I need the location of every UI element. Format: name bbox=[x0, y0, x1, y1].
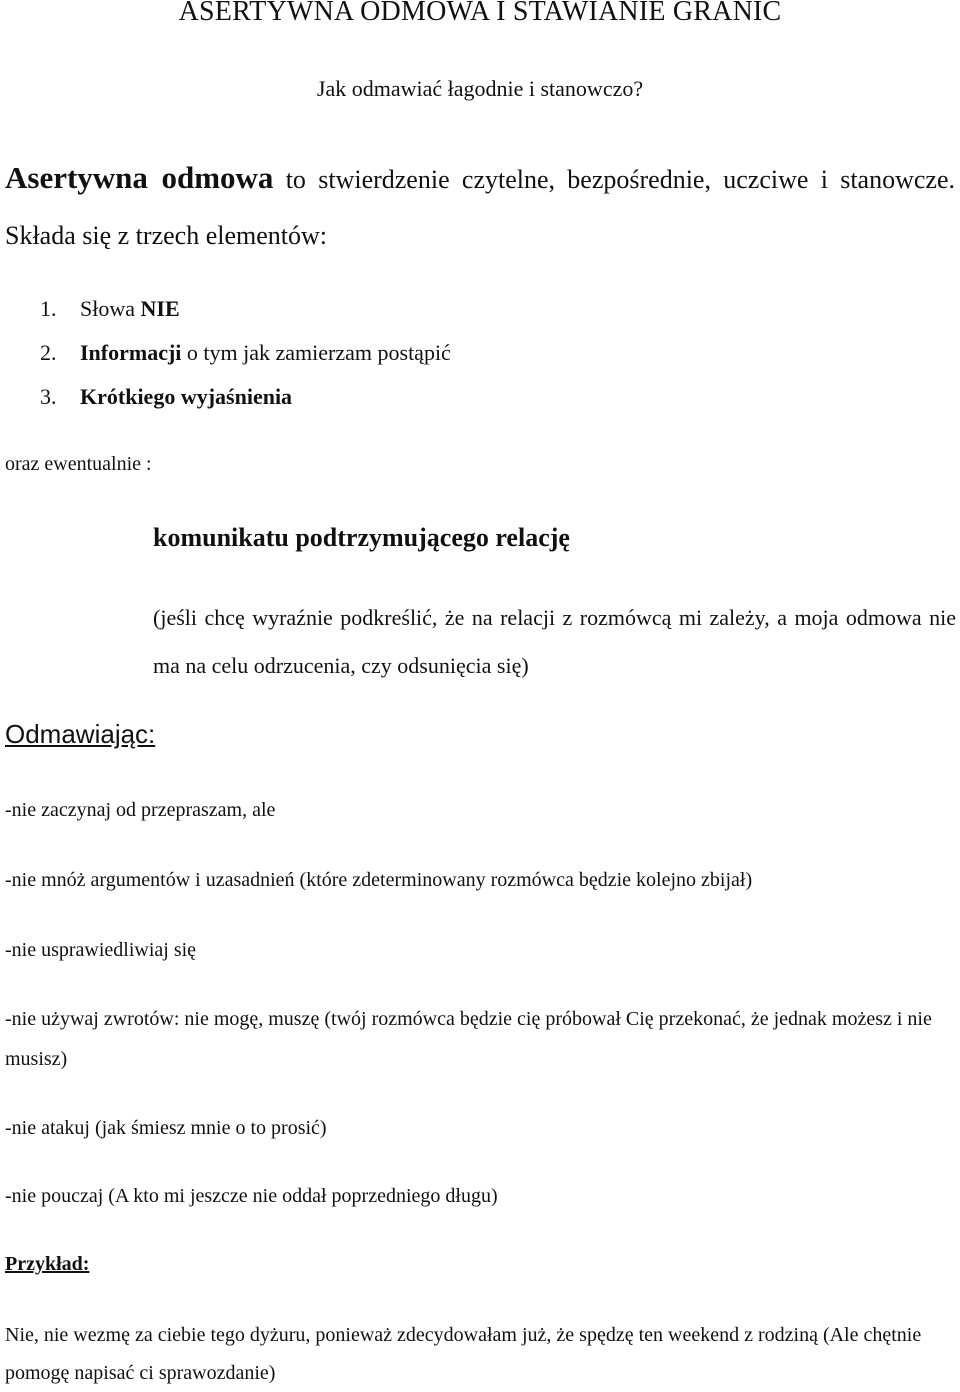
example-text: Nie, nie wezmę za ciebie tego dyżuru, ponieważ zdecydowałam już, że spędzę ten weekend z rodziną (Ale chętnie pomogę napisać ci sprawozdanie) bbox=[5, 1324, 922, 1384]
rule-item: -nie pouczaj (A kto mi jeszcze nie oddał poprzedniego długu) bbox=[5, 1185, 498, 1207]
list-item-bold: Informacji bbox=[80, 340, 182, 365]
list-item-number: 3. bbox=[40, 384, 57, 409]
intro-paragraph bbox=[5, 150, 955, 264]
list-item-number: 1. bbox=[40, 296, 57, 321]
list-item-bold: Krótkiego wyjaśnienia bbox=[80, 384, 293, 409]
document-subtitle: Jak odmawiać łagodnie i stanowczo? bbox=[316, 76, 644, 101]
support-note: (jeśli chcę wyraźnie podkreślić, że na relacji z rozmówcą mi zależy, a moja odmowa nie ma na celu odrzucenia, czy odsunięcia się) bbox=[153, 605, 956, 678]
list-item bbox=[40, 287, 451, 331]
refusing-heading: Odmawiając: bbox=[5, 719, 156, 749]
rule-item: -nie mnóż argumentów i uzasadnień (które zdeterminowany rozmówca będzie kolejno zbijał) bbox=[5, 869, 753, 891]
example-heading: Przykład: bbox=[5, 1253, 90, 1275]
list-item-post: o tym jak zamierzam postąpić bbox=[181, 340, 451, 365]
document-title: ASERTYWNA ODMOWA I STAWIANIE GRANIC bbox=[178, 0, 782, 27]
optional-label: oraz ewentualnie : bbox=[5, 453, 152, 475]
rule-item: -nie atakuj (jak śmiesz mnie o to prosić) bbox=[5, 1117, 327, 1139]
intro-text: to stwierdzenie czytelne, bezpośrednie, uczciwe i stanowcze. Składa się z trzech elementów: bbox=[5, 165, 955, 250]
rule-item: -nie używaj zwrotów: nie mogę, muszę (twój rozmówca będzie cię próbował Cię przekonać, że jednak możesz i nie musisz) bbox=[5, 1008, 932, 1070]
rule-item: -nie zaczynaj od przepraszam, ale bbox=[5, 799, 276, 821]
elements-list bbox=[40, 287, 451, 419]
list-item-pre: Słowa bbox=[80, 296, 141, 321]
intro-term: Asertywna odmowa bbox=[5, 160, 274, 195]
support-heading: komunikatu podtrzymującego relację bbox=[153, 523, 570, 552]
list-item bbox=[40, 331, 451, 375]
list-item bbox=[40, 375, 451, 419]
rule-item: -nie usprawiedliwiaj się bbox=[5, 939, 197, 961]
list-item-bold: NIE bbox=[140, 296, 180, 321]
list-item-number: 2. bbox=[40, 340, 57, 365]
